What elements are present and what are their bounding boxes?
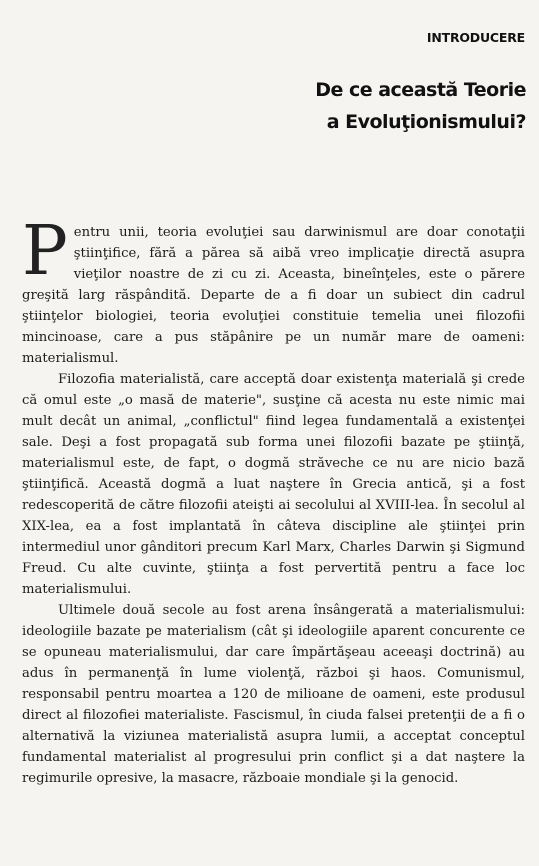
paragraph-2: Filozofia materialistă, care acceptă doar existenţa materială şi crede că omul este „o masă de materie", susţine că acesta nu este nimic mai mult decât un animal, „conflictul" fiind legea fundamentală a existenţei sale. Deşi a fost propagată sub forma unei filozofii bazate pe ştiinţă, materialismul este, de fapt, o dogmă străveche ce nu are nicio bază ştiinţifică. Această dogmă a luat naştere în Grecia antică, şi a fost redescoperită de către filozofii ateişti ai secolului al XVIII-lea. În secolul al XIX-lea, ea a fost implantată în câteva discipline ale ştiinţei prin intermediul unor gânditori precum Karl Marx, Charles Darwin şi Sigmund Freud. Cu alte cuvinte, ştiinţa a fost pervertită pentru a face loc materialismului. xyxy=(22,372,525,597)
chapter-title xyxy=(126,74,526,138)
paragraph-1-text: entru unii, teoria evoluţiei sau darwinismul are doar conotaţii ştiinţifice, fără a părea să aibă vreo implicaţie directă asupra vieţilor noastre de zi cu zi. Aceasta, bineînţeles, este o părere greşită larg răspândită. Departe de a fi doar un subiect din cadrul ştiinţelor biologiei, teoria evoluţiei constituie temelia unei filozofii mincinoase, care a pus stăpânire pe un număr mare de oameni: materialismul. xyxy=(22,225,525,366)
section-header: INTRODUCERE xyxy=(426,30,525,45)
chapter-title-line-1: De ce această Teorie xyxy=(315,79,526,101)
drop-cap: P xyxy=(22,212,68,291)
paragraph-1 xyxy=(22,212,525,369)
chapter-title-line-2: a Evoluţionismului? xyxy=(326,111,526,133)
paragraph-3: Ultimele două secole au fost arena însângerată a materialismului: ideologiile bazate pe materialism (cât şi ideologiile aparent concurente ce se opuneau materialismului, dar care împărtăşeau aceeaşi doctrină) au adus în permanenţă în lume violenţă, război şi haos. Comunismul, responsabil pentru moartea a 120 de milioane de oameni, este produsul direct al filozofiei materialiste. Fascismul, în ciuda falsei pretenţii de a fi o alternativă la viziunea materialistă asupra lumii, a acceptat conceptul fundamental materialist al progresului prin conflict şi a dat naştere la regimurile opresive, la masacre, războaie mondiale şi la genocid. xyxy=(22,603,525,786)
body-text xyxy=(22,212,525,789)
